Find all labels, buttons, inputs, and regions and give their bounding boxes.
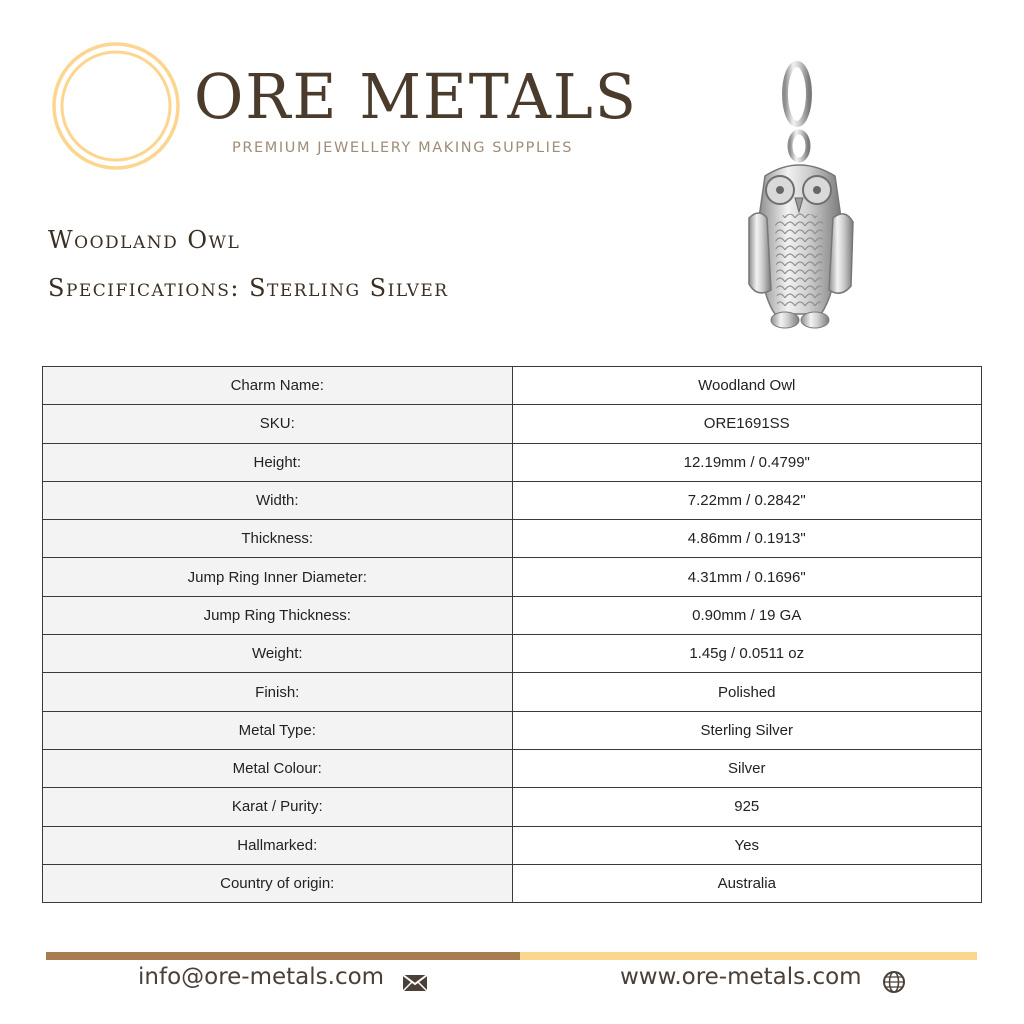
spec-value: 7.22mm / 0.2842" xyxy=(512,481,982,519)
spec-label: Finish: xyxy=(43,673,513,711)
specs-table xyxy=(42,366,982,903)
brand-tagline: PREMIUM JEWELLERY MAKING SUPPLIES xyxy=(232,140,574,156)
globe-icon xyxy=(882,970,906,994)
spec-value: Silver xyxy=(512,749,982,787)
table-row xyxy=(43,711,982,749)
table-row xyxy=(43,749,982,787)
spec-value: ORE1691SS xyxy=(512,405,982,443)
spec-value: 925 xyxy=(512,788,982,826)
table-row xyxy=(43,520,982,558)
table-row xyxy=(43,405,982,443)
footer-website-link[interactable]: www.ore-metals.com xyxy=(620,964,862,990)
spec-label: Metal Colour: xyxy=(43,749,513,787)
spec-label: Charm Name: xyxy=(43,367,513,405)
footer-email-link[interactable]: info@ore-metals.com xyxy=(138,964,385,990)
table-row xyxy=(43,596,982,634)
spec-value: 12.19mm / 0.4799" xyxy=(512,443,982,481)
spec-label: Karat / Purity: xyxy=(43,788,513,826)
spec-label: Weight: xyxy=(43,635,513,673)
spec-label: Width: xyxy=(43,481,513,519)
logo-ring-icon xyxy=(50,40,182,172)
spec-value: Sterling Silver xyxy=(512,711,982,749)
table-row xyxy=(43,826,982,864)
spec-value: Polished xyxy=(512,673,982,711)
product-title: Woodland Owl xyxy=(48,226,241,254)
spec-label: Height: xyxy=(43,443,513,481)
spec-value: Yes xyxy=(512,826,982,864)
spec-value: 4.31mm / 0.1696" xyxy=(512,558,982,596)
owl-charm-image xyxy=(735,58,865,340)
spec-label: Country of origin: xyxy=(43,864,513,902)
spec-label: Jump Ring Thickness: xyxy=(43,596,513,634)
table-row xyxy=(43,443,982,481)
spec-value: Australia xyxy=(512,864,982,902)
table-row xyxy=(43,481,982,519)
table-row xyxy=(43,864,982,902)
spec-label: Jump Ring Inner Diameter: xyxy=(43,558,513,596)
spec-label: Hallmarked: xyxy=(43,826,513,864)
spec-value: 1.45g / 0.0511 oz xyxy=(512,635,982,673)
footer-bar-gold xyxy=(520,952,977,960)
spec-value: Woodland Owl xyxy=(512,367,982,405)
product-specification: Specifications: Sterling Silver xyxy=(48,274,449,302)
spec-label: SKU: xyxy=(43,405,513,443)
table-row xyxy=(43,635,982,673)
table-row xyxy=(43,788,982,826)
brand-name: ORE METALS xyxy=(194,60,638,133)
spec-value: 0.90mm / 19 GA xyxy=(512,596,982,634)
spec-label: Metal Type: xyxy=(43,711,513,749)
envelope-icon xyxy=(402,974,428,992)
table-row xyxy=(43,673,982,711)
table-row xyxy=(43,367,982,405)
spec-label: Thickness: xyxy=(43,520,513,558)
spec-value: 4.86mm / 0.1913" xyxy=(512,520,982,558)
table-row xyxy=(43,558,982,596)
footer-bar-brown xyxy=(46,952,520,960)
